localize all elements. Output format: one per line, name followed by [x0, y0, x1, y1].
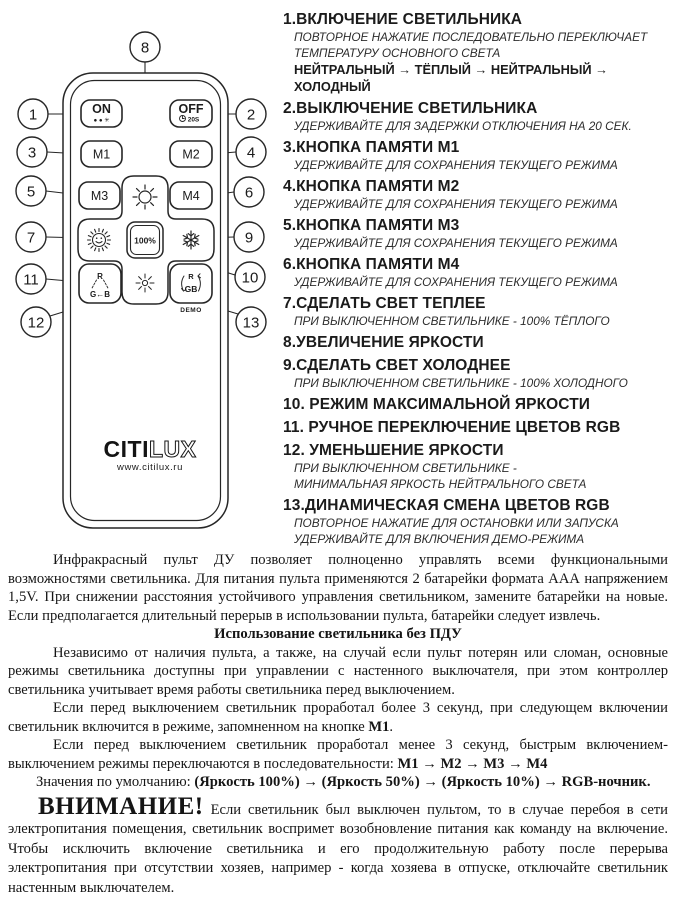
- svg-text:11: 11: [23, 271, 39, 289]
- svg-text:6: 6: [244, 184, 254, 202]
- paragraph-text: Если перед выключением светильник проработал менее 3 секунд, быстрым включением-выключением режимы переключаются в последовательности:: [8, 737, 668, 772]
- paragraph-defaults: [8, 773, 668, 792]
- callout-2: [236, 99, 266, 129]
- callout-1: [18, 99, 48, 129]
- svg-text:5: 5: [26, 183, 36, 201]
- callout-3: [17, 137, 47, 167]
- legend-sub: ПОВТОРНОЕ НАЖАТИЕ ПОСЛЕДОВАТЕЛЬНО ПЕРЕКЛЮЧАЕТ: [294, 30, 648, 44]
- legend-title: 11. РУЧНОЕ ПЕРЕКЛЮЧЕНИЕ ЦВЕТОВ RGB: [283, 419, 621, 436]
- legend-sub: УДЕРЖИВАЙТЕ ДЛЯ ЗАДЕРЖКИ ОТКЛЮЧЕНИЯ НА 20 СЕК.: [294, 119, 632, 133]
- off-label: OFF: [178, 102, 204, 116]
- logo-lux: LUX: [148, 436, 197, 462]
- legend-title: 6.КНОПКА ПАМЯТИ М4: [283, 256, 460, 273]
- legend-sub: УДЕРЖИВАЙТЕ ДЛЯ СОХРАНЕНИЯ ТЕКУЩЕГО РЕЖИМА: [294, 236, 618, 250]
- paragraph-text: Значения по умолчанию:: [36, 774, 195, 790]
- legend-item-2: [283, 99, 671, 134]
- callout-8: [130, 32, 160, 62]
- svg-text:2: 2: [246, 106, 256, 124]
- legend-item-12: [283, 441, 671, 492]
- legend-sub: УДЕРЖИВАЙТЕ ДЛЯ ВКЛЮЧЕНИЯ ДЕМО-РЕЖИМА: [294, 532, 585, 546]
- m1-reference: М1: [368, 718, 390, 735]
- legend-title: 12. УМЕНЬШЕНИЕ ЯРКОСТИ: [283, 442, 504, 459]
- svg-text:CITILUX: [104, 436, 197, 462]
- legend-sub: УДЕРЖИВАЙТЕ ДЛЯ СОХРАНЕНИЯ ТЕКУЩЕГО РЕЖИМА: [294, 158, 618, 172]
- citilux-logo: [104, 436, 197, 473]
- legend-item-8: [283, 333, 671, 352]
- legend-sub: ПРИ ВЫКЛЮЧЕННОМ СВЕТИЛЬНИКЕ - 100% ТЁПЛОГО: [294, 314, 610, 328]
- svg-text:10: 10: [241, 269, 259, 287]
- legend-sub: УДЕРЖИВАЙТЕ ДЛЯ СОХРАНЕНИЯ ТЕКУЩЕГО РЕЖИМА: [294, 275, 618, 289]
- legend-title: 8.УВЕЛИЧЕНИЕ ЯРКОСТИ: [283, 334, 484, 351]
- callout-12: [21, 307, 51, 337]
- callout-9: [234, 222, 264, 252]
- m3-label: M3: [90, 189, 109, 203]
- remote-diagram: [0, 0, 278, 560]
- svg-text:8: 8: [140, 39, 150, 57]
- paragraph-more-3s: [8, 699, 668, 736]
- m1-label: M1: [92, 147, 111, 162]
- demo-label: DEMO: [180, 307, 202, 314]
- legend-sub: ТЕМПЕРАТУРУ ОСНОВНОГО СВЕТА: [294, 46, 501, 60]
- legend-title: 10. РЕЖИМ МАКСИМАЛЬНОЙ ЯРКОСТИ: [283, 396, 591, 413]
- callout-13: [236, 307, 266, 337]
- svg-text:9: 9: [244, 229, 254, 247]
- rgb-manual-r-label: R: [97, 272, 103, 281]
- default-sequence: (Яркость 100%) → (Яркость 50%) → (Яркость 10%) → RGB-ночник.: [194, 774, 651, 790]
- legend-item-7: [283, 294, 671, 329]
- svg-text:12: 12: [27, 314, 45, 332]
- warning-text: Если светильник был выключен пультом, то в случае перебоя в сети электропитания помещения, светильник воспримет возобновление питания как команду на включение. Чтобы исключить включение светильника и его продолжительную работу после перерыва электропитания при отсутствии хозяев, например - когда хозяева в отпуске, отключайте светильник настенным выключателем.: [8, 801, 668, 896]
- legend-title: 9.СДЕЛАТЬ СВЕТ ХОЛОДНЕЕ: [283, 357, 511, 374]
- off-timer-label: 20S: [187, 116, 200, 124]
- legend-title: 3.КНОПКА ПАМЯТИ М1: [283, 139, 460, 156]
- logo-site: www.citilux.ru: [117, 462, 183, 473]
- legend-sub: ПРИ ВЫКЛЮЧЕННОМ СВЕТИЛЬНИКЕ - 100% ХОЛОДНОГО: [294, 376, 628, 390]
- logo-citi: CITI: [103, 436, 149, 462]
- legend-item-11: [283, 418, 671, 437]
- legend-column: [283, 10, 671, 551]
- legend-item-6: [283, 255, 671, 290]
- svg-text:7: 7: [26, 229, 36, 247]
- m4-label: M4: [182, 189, 200, 203]
- legend-item-9: [283, 356, 671, 391]
- paragraph-text: .: [389, 718, 394, 735]
- mode-sequence: М1 → М2 → М3 → М4: [397, 755, 548, 772]
- paragraph-less-3s: [8, 736, 668, 773]
- warning-title: ВНИМАНИЕ!: [38, 792, 204, 820]
- on-label: ON: [92, 102, 111, 116]
- legend-title: 2.ВЫКЛЮЧЕНИЕ СВЕТИЛЬНИКА: [283, 100, 538, 117]
- legend-sequence: НЕЙТРАЛЬНЫЙ → ТЁПЛЫЙ → НЕЙТРАЛЬНЫЙ → ХОЛОДНЫЙ: [294, 62, 608, 94]
- paragraph-text: Если перед выключением светильник проработал более 3 секунд, при следующем включении светильник включится в режиме, запомненном на кнопке: [8, 700, 668, 735]
- warning-paragraph: [8, 792, 668, 899]
- on-dots-icon: ● ● ✳: [93, 117, 110, 124]
- legend-item-1: [283, 10, 671, 95]
- body-text: [8, 551, 668, 898]
- callout-10: [235, 262, 265, 292]
- legend-item-13: [283, 496, 671, 547]
- callout-4: [236, 137, 266, 167]
- legend-sub: ПРИ ВЫКЛЮЧЕННОМ СВЕТИЛЬНИКЕ -: [294, 461, 517, 475]
- callout-11: [16, 264, 46, 294]
- legend-title: 5.КНОПКА ПАМЯТИ М3: [283, 217, 460, 234]
- legend-title: 1.ВКЛЮЧЕНИЕ СВЕТИЛЬНИКА: [283, 11, 523, 28]
- rgb-manual-gb-label: G←B: [90, 290, 110, 299]
- svg-text:13: 13: [242, 314, 260, 332]
- legend-sub: УДЕРЖИВАЙТЕ ДЛЯ СОХРАНЕНИЯ ТЕКУЩЕГО РЕЖИМА: [294, 197, 618, 211]
- intro-paragraph: Инфракрасный пульт ДУ позволяет полноценно управлять всеми функциональными возможностями светильника. Для питания пульта применяются 2 батарейки формата ААА напряжением 1,5V. При снижении расстояния устойчивого управления светильником, замените батарейки на новые. Если предполагается длительный перерыв в использовании пульта, батарейки следует извлечь.: [8, 552, 668, 624]
- rgb-demo-gb-label: GB: [184, 284, 198, 294]
- legend-item-5: [283, 216, 671, 251]
- callout-6: [234, 177, 264, 207]
- section-heading: Использование светильника без ПДУ: [214, 626, 462, 642]
- legend-item-3: [283, 138, 671, 173]
- svg-text:4: 4: [246, 144, 256, 162]
- rgb-demo-r-label: R: [188, 272, 194, 281]
- legend-sub: ПОВТОРНОЕ НАЖАТИЕ ДЛЯ ОСТАНОВКИ ИЛИ ЗАПУСКА: [294, 516, 619, 530]
- legend-title: 7.СДЕЛАТЬ СВЕТ ТЕПЛЕЕ: [283, 295, 486, 312]
- legend-title: 4.КНОПКА ПАМЯТИ М2: [283, 178, 460, 195]
- legend-item-10: [283, 395, 671, 414]
- legend-sub: МИНИМАЛЬНАЯ ЯРКОСТЬ НЕЙТРАЛЬНОГО СВЕТА: [294, 477, 587, 491]
- legend-item-4: [283, 177, 671, 212]
- callout-7: [16, 222, 46, 252]
- svg-text:1: 1: [28, 106, 38, 124]
- svg-text:3: 3: [27, 144, 37, 162]
- max-brightness-label: 100%: [134, 235, 156, 246]
- legend-title: 13.ДИНАМИЧЕСКАЯ СМЕНА ЦВЕТОВ RGB: [283, 497, 610, 514]
- callout-5: [16, 176, 46, 206]
- m2-label: M2: [182, 147, 200, 162]
- paragraph-wall-switch: Независимо от наличия пульта, а также, на случай если пульт потерян или сломан, основные режимы светильника доступны при управлении с настенного выключателя, при этом контроллер светильника учитывает время работы светильника перед выключением.: [8, 644, 668, 698]
